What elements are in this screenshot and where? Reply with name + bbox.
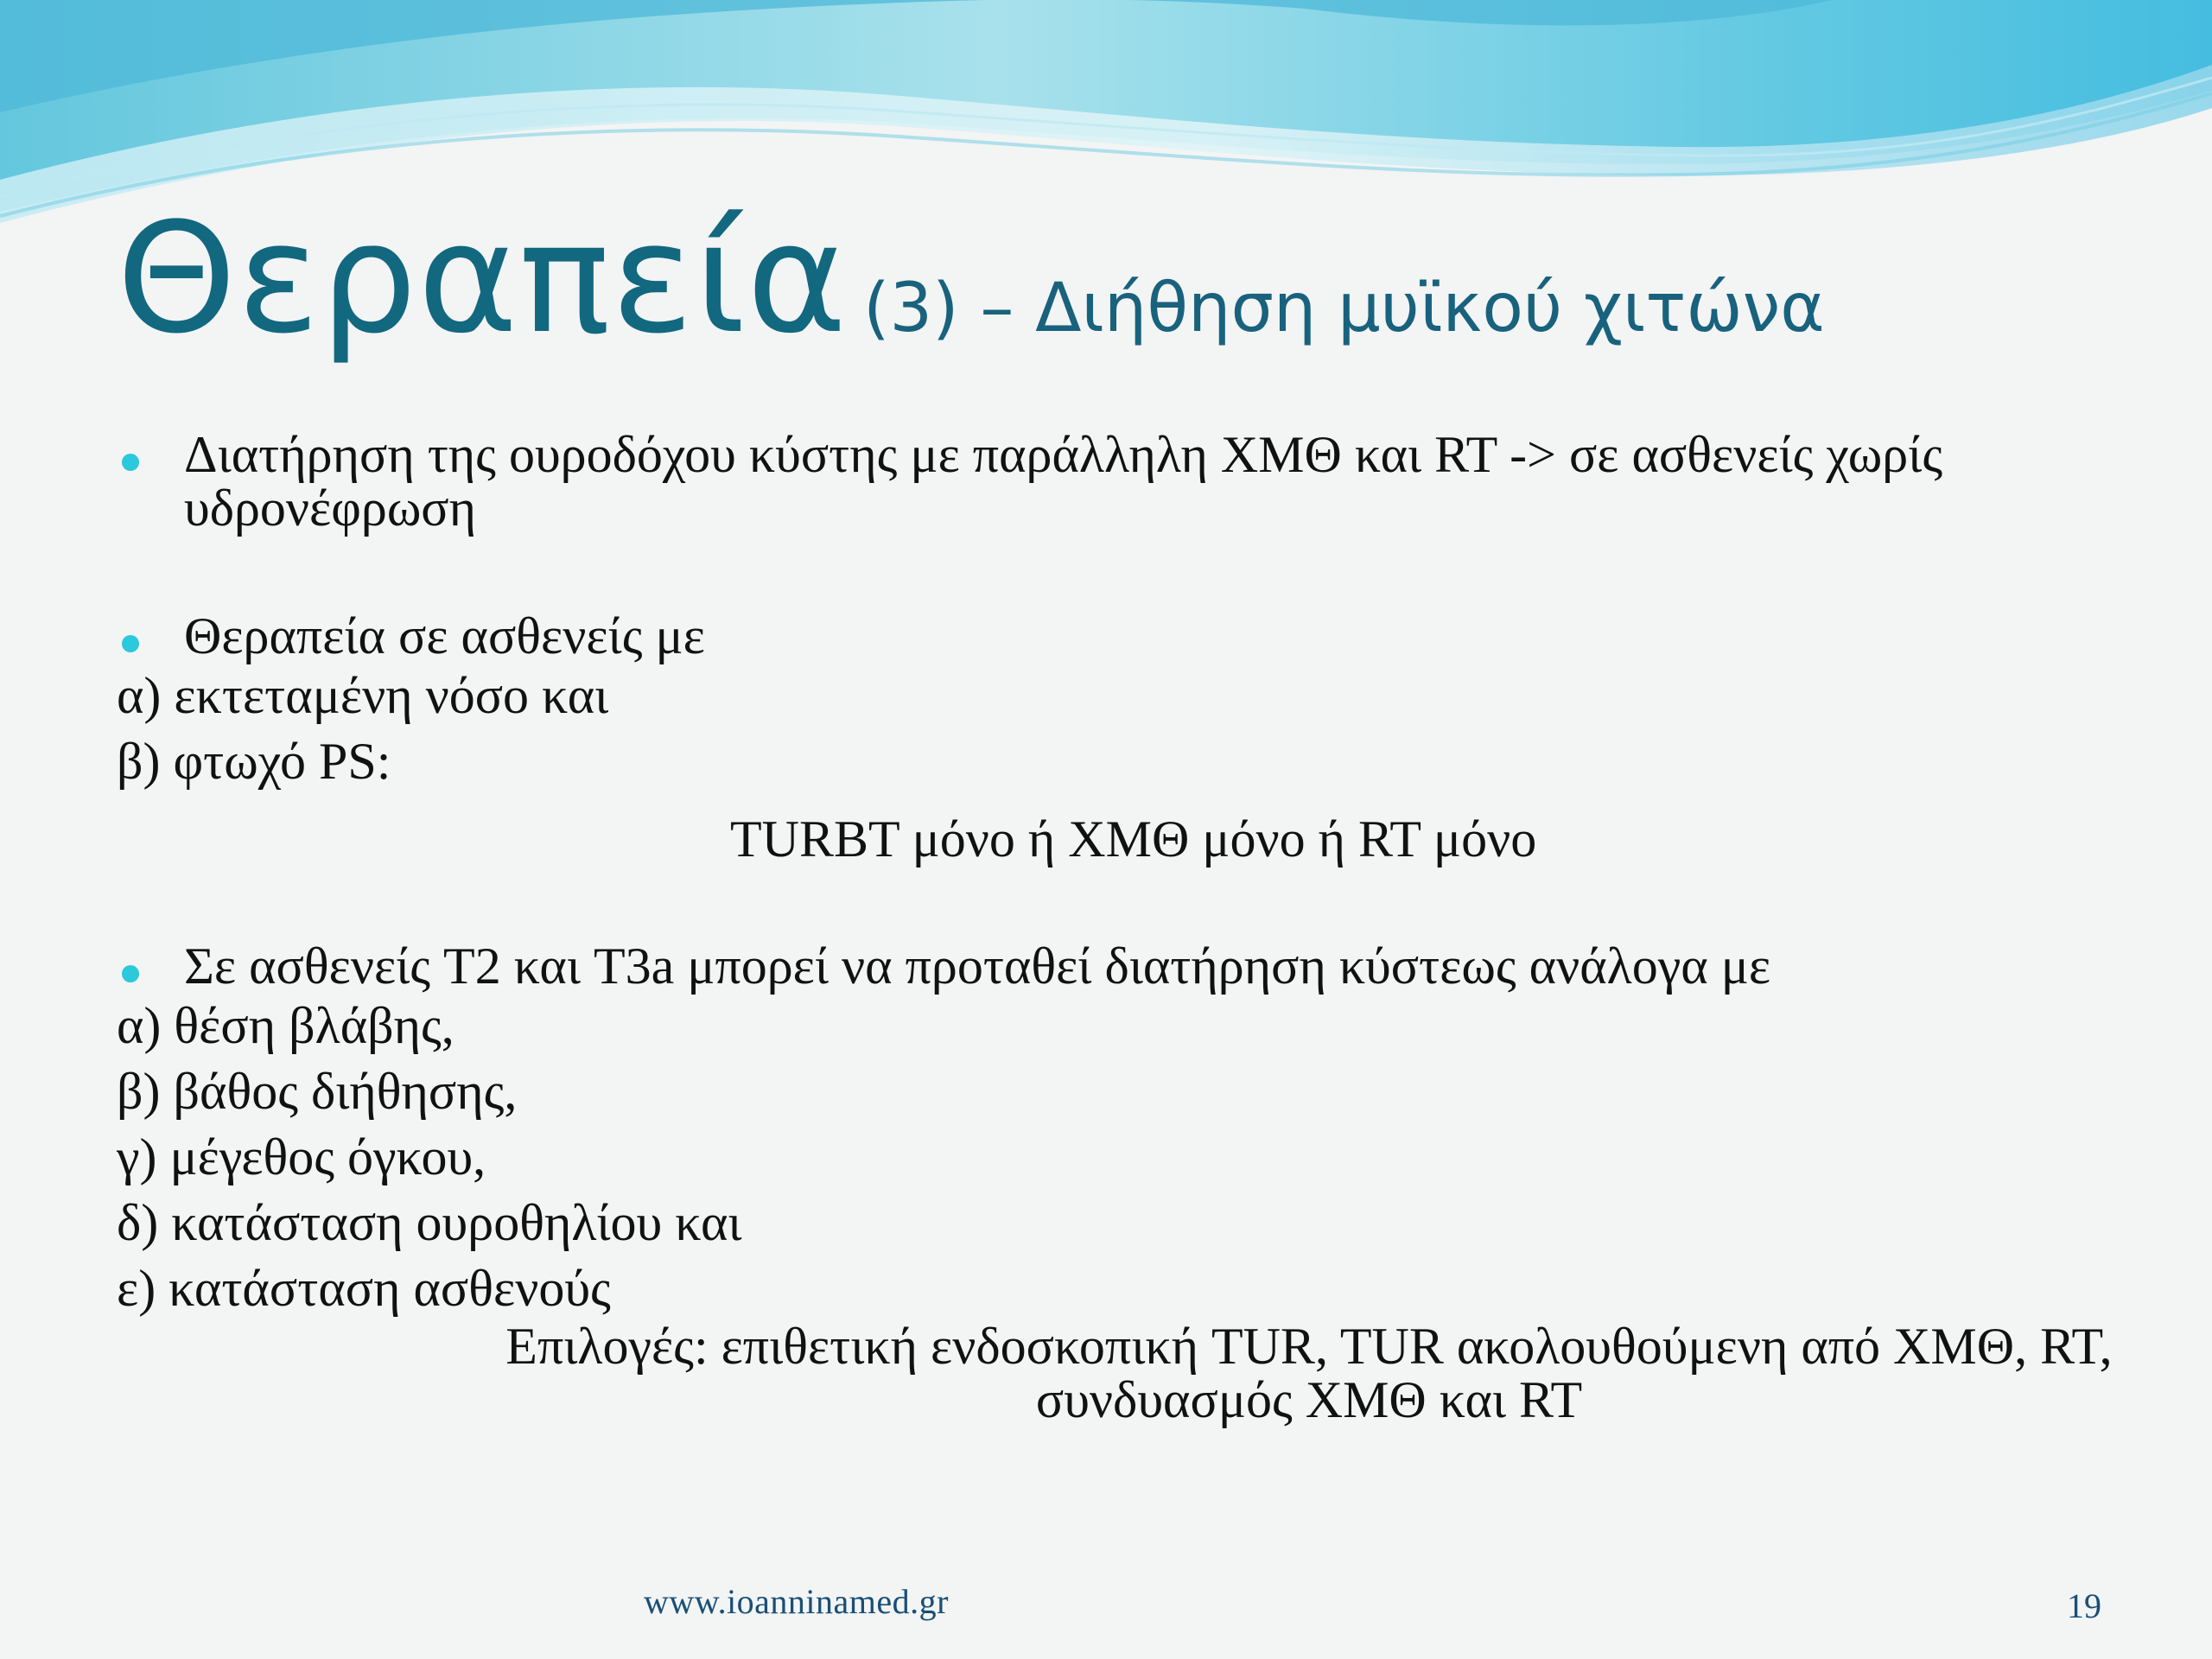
- footer-url: www.ioanninamed.gr: [644, 1582, 949, 1621]
- list-item: γ) μέγεθος όγκου,: [117, 1128, 486, 1185]
- list-item: α) θέση βλάβης,: [117, 997, 454, 1054]
- title-subtitle: (3) – Διήθηση μυϊκού χιτώνα: [863, 270, 1825, 347]
- list-item: β) βάθος διήθησης,: [117, 1063, 518, 1120]
- options-text: Επιλογές: επιθετική ενδοσκοπική TUR, TUR ακολουθούμενη από ΧΜΘ, RT, συνδυασμός ΧΜΘ και RT: [505, 1318, 2113, 1428]
- list-item: δ) κατάσταση ουροθηλίου και: [117, 1194, 742, 1251]
- bullet-dot-icon: [122, 965, 139, 982]
- bullet-item-3: [117, 938, 2113, 1428]
- list-item: α) εκτεταμένη νόσο και: [117, 667, 609, 724]
- list-item: ε) κατάσταση ασθενούς: [117, 1260, 611, 1317]
- list-item: β) φτωχό PS:: [117, 733, 391, 790]
- slide-number: 19: [2067, 1586, 2101, 1625]
- bullet-item-1: [117, 428, 2044, 609]
- bullet-dot-icon: [122, 454, 139, 471]
- bullet-dot-icon: [122, 635, 139, 652]
- treatment-note: TURBT μόνο ή ΧΜΘ μόνο ή RT μόνο: [730, 810, 1537, 868]
- bullet-text-2: Θεραπεία σε ασθενείς με: [184, 607, 705, 664]
- bullet-item-2: [117, 609, 2044, 939]
- slide-title: [117, 190, 1825, 367]
- slide-content: [117, 426, 2113, 1428]
- bullet-text-3: Σε ασθενείς T2 και T3a μπορεί να προταθεί διατήρηση κύστεως ανάλογα με: [184, 938, 1771, 995]
- bullet-text-1: Διατήρηση της ουροδόχου κύστης με παράλληλη ΧΜΘ και RT -> σε ασθενείς χωρίς υδρονέφρωση: [184, 426, 1943, 537]
- title-main: Θεραπεία: [117, 190, 849, 367]
